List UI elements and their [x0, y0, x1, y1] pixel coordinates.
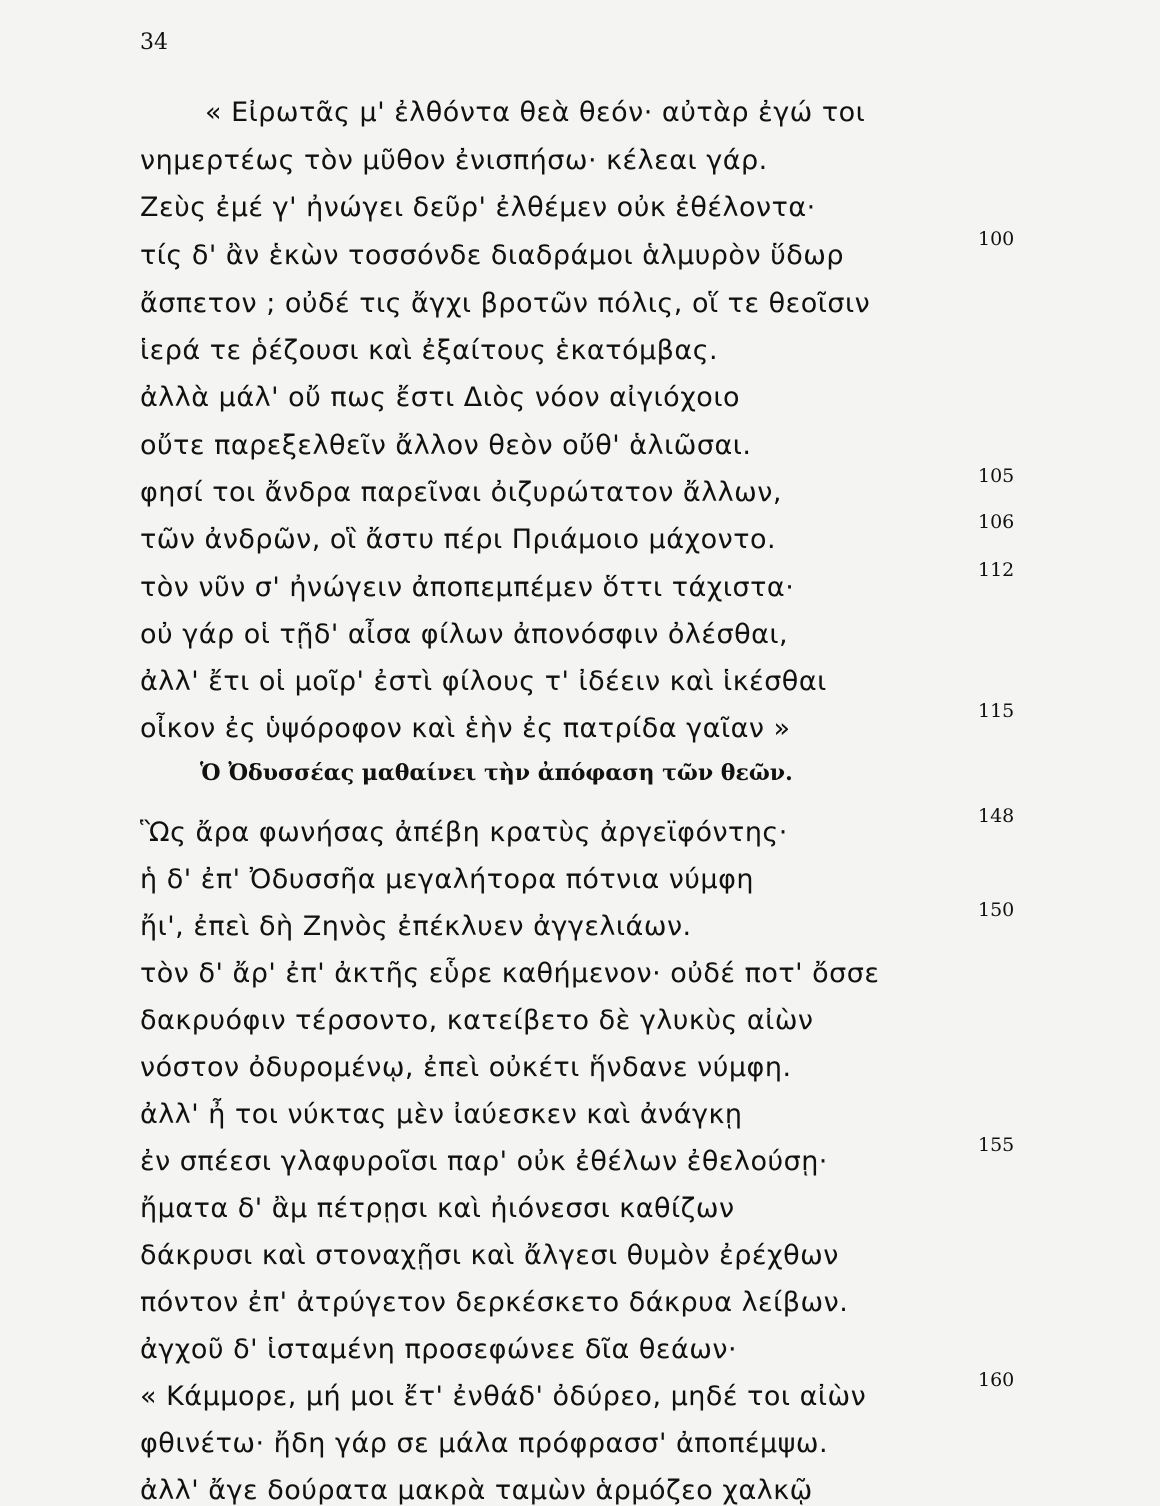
- verse-line: ἀλλ' ἄγε δούρατα μακρὰ ταμὼν ἁρμόζεο χαλκῷ: [140, 1475, 813, 1506]
- verse-line: πόντον ἐπ' ἀτρύγετον δερκέσκετο δάκρυα λείβων.: [140, 1287, 849, 1318]
- line-number: 155: [978, 1134, 1015, 1156]
- verse-line: ἀγχοῦ δ' ἱσταμένη προσεφώνεε δῖα θεάων·: [140, 1334, 738, 1365]
- verse-line: τίς δ' ἂν ἑκὼν τοσσόνδε διαδράμοι ἁλμυρὸν ὕδωρ: [140, 240, 844, 271]
- verse-line: Ὣς ἄρα φωνήσας ἀπέβη κρατὺς ἀργεϊφόντης·: [140, 817, 788, 848]
- verse-line: οἶκον ἐς ὑψόροφον καὶ ἑὴν ἐς πατρίδα γαῖαν »: [140, 713, 791, 744]
- verse-line: ἐν σπέεσι γλαφυροῖσι παρ' οὐκ ἐθέλων ἐθελούσῃ·: [140, 1146, 828, 1177]
- line-number: 100: [978, 228, 1015, 250]
- verse-line: « Κάμμορε, μή μοι ἔτ' ἐνθάδ' ὀδύρεο, μηδέ τοι αἰὼν: [140, 1381, 867, 1412]
- verse-line: ἤματα δ' ἂμ πέτρῃσι καὶ ἠιόνεσσι καθίζων: [140, 1193, 735, 1224]
- verse-line: ἄσπετον ; οὐδέ τις ἄγχι βροτῶν πόλις, οἵ τε θεοῖσιν: [140, 288, 871, 319]
- line-number: 105: [978, 465, 1015, 487]
- section-heading: Ὁ Ὀδυσσέας μαθαίνει τὴν ἀπόφαση τῶν θεῶν.: [200, 760, 793, 786]
- verse-line: ἀλλ' ἔτι οἱ μοῖρ' ἐστὶ φίλους τ' ἰδέειν καὶ ἱκέσθαι: [140, 666, 827, 697]
- verse-line: τῶν ἀνδρῶν, οἳ ἄστυ πέρι Πριάμοιο μάχοντο.: [140, 524, 777, 555]
- verse-line: « Εἰρωτᾶς μ' ἐλθόντα θεὰ θεόν· αὐτὰρ ἐγώ τοι: [205, 97, 866, 128]
- line-number: 150: [978, 899, 1015, 921]
- verse-line: φθινέτω· ἤδη γάρ σε μάλα πρόφρασσ' ἀποπέμψω.: [140, 1428, 829, 1459]
- verse-line: τὸν δ' ἄρ' ἐπ' ἀκτῆς εὗρε καθήμενον· οὐδέ ποτ' ὄσσε: [140, 958, 880, 989]
- verse-line: οὔτε παρεξελθεῖν ἄλλον θεὸν οὔθ' ἁλιῶσαι.: [140, 430, 752, 461]
- verse-line: ἀλλ' ἦ τοι νύκτας μὲν ἰαύεσκεν καὶ ἀνάγκῃ: [140, 1099, 743, 1130]
- verse-line: οὐ γάρ οἱ τῇδ' αἶσα φίλων ἀπονόσφιν ὀλέσθαι,: [140, 619, 789, 650]
- verse-line: ἤι', ἐπεὶ δὴ Ζηνὸς ἐπέκλυεν ἀγγελιάων.: [140, 911, 692, 942]
- line-number: 115: [978, 700, 1015, 722]
- verse-line: ἡ δ' ἐπ' Ὀδυσσῆα μεγαλήτορα πότνια νύμφη: [140, 864, 755, 895]
- verse-line: ἀλλὰ μάλ' οὔ πως ἔστι Διὸς νόον αἰγιόχοιο: [140, 382, 740, 413]
- verse-line: ἱερά τε ῥέζουσι καὶ ἐξαίτους ἑκατόμβας.: [140, 335, 719, 366]
- line-number: 160: [978, 1369, 1015, 1391]
- verse-line: νόστον ὀδυρομένῳ, ἐπεὶ οὐκέτι ἥνδανε νύμφη.: [140, 1052, 792, 1083]
- page-number: 34: [140, 30, 168, 55]
- verse-line: δάκρυσι καὶ στοναχῇσι καὶ ἄλγεσι θυμὸν ἐρέχθων: [140, 1240, 839, 1271]
- verse-line: φησί τοι ἄνδρα παρεῖναι ὀιζυρώτατον ἄλλων,: [140, 477, 782, 508]
- verse-line: νημερτέως τὸν μῦθον ἐνισπήσω· κέλεαι γάρ.: [140, 145, 768, 176]
- verse-line: δακρυόφιν τέρσοντο, κατείβετο δὲ γλυκὺς αἰὼν: [140, 1005, 814, 1036]
- verse-line: Ζεὺς ἐμέ γ' ἠνώγει δεῦρ' ἐλθέμεν οὐκ ἐθέλοντα·: [140, 192, 816, 223]
- verse-line: τὸν νῦν σ' ἠνώγειν ἀποπεμπέμεν ὅττι τάχιστα·: [140, 572, 795, 603]
- line-number: 148: [978, 805, 1015, 827]
- line-number: 112: [978, 559, 1015, 581]
- line-number: 106: [978, 511, 1015, 533]
